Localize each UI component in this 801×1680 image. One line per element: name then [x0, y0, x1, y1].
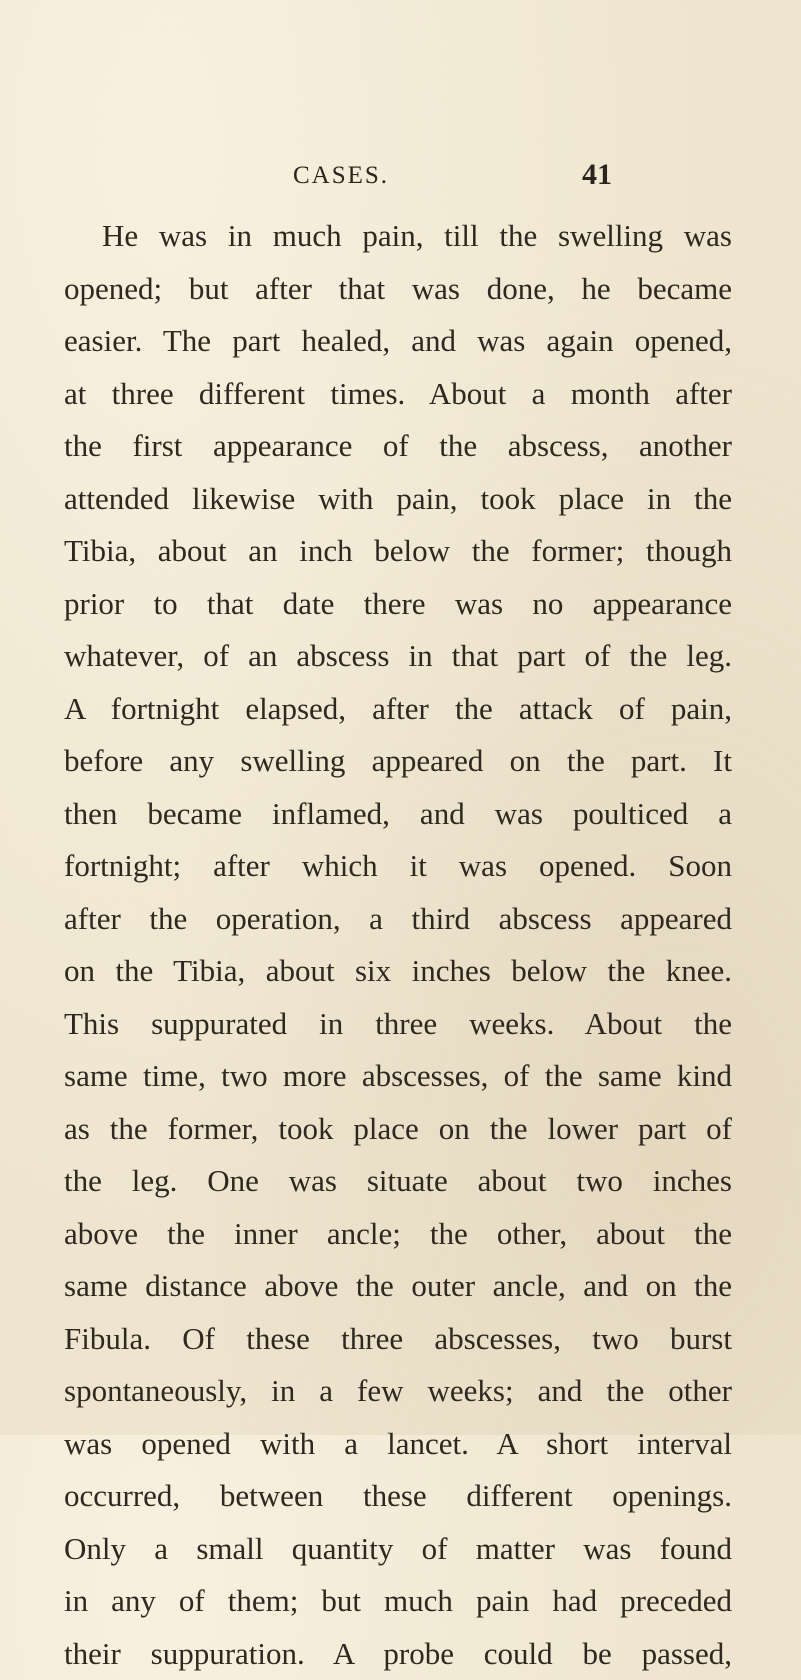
text-line: Tibia, about an inch below the former; though	[64, 525, 732, 578]
running-head	[0, 162, 801, 198]
text-line: A fortnight elapsed, after the attack of pain,	[64, 683, 732, 736]
text-line: at three different times. About a month after	[64, 368, 732, 421]
text-line: after the operation, a third abscess appeared	[64, 893, 732, 946]
text-line: Fibula. Of these three abscesses, two burst	[64, 1313, 732, 1366]
text-line: whatever, of an abscess in that part of the leg.	[64, 630, 732, 683]
text-line: Only a small quantity of matter was found	[64, 1523, 732, 1576]
text-line: above the inner ancle; the other, about the	[64, 1208, 732, 1261]
text-line: same time, two more abscesses, of the same kind	[64, 1050, 732, 1103]
text-line: occurred, between these different openings.	[64, 1470, 732, 1523]
text-line: spontaneously, in a few weeks; and the other	[64, 1365, 732, 1418]
text-line: opened; but after that was done, he became	[64, 263, 732, 316]
text-line: same distance above the outer ancle, and on the	[64, 1260, 732, 1313]
text-line: then became inflamed, and was poulticed a	[64, 788, 732, 841]
text-line: the first appearance of the abscess, another	[64, 420, 732, 473]
text-line: fortnight; after which it was opened. Soon	[64, 840, 732, 893]
text-line: was opened with a lancet. A short interval	[64, 1418, 732, 1471]
text-line: attended likewise with pain, took place in the	[64, 473, 732, 526]
text-line: on the Tibia, about six inches below the knee.	[64, 945, 732, 998]
text-line: their suppuration. A probe could be passed,	[64, 1628, 732, 1680]
body-text	[64, 210, 732, 1680]
running-title: CASES.	[293, 162, 389, 190]
text-line: as the former, took place on the lower part of	[64, 1103, 732, 1156]
text-line: the leg. One was situate about two inches	[64, 1155, 732, 1208]
text-line: This suppurated in three weeks. About the	[64, 998, 732, 1051]
text-line: before any swelling appeared on the part. It	[64, 735, 732, 788]
text-line: prior to that date there was no appearance	[64, 578, 732, 631]
text-line: easier. The part healed, and was again opened,	[64, 315, 732, 368]
text-line: in any of them; but much pain had preceded	[64, 1575, 732, 1628]
text-line: He was in much pain, till the swelling was	[64, 210, 732, 263]
page-number: 41	[582, 158, 612, 192]
